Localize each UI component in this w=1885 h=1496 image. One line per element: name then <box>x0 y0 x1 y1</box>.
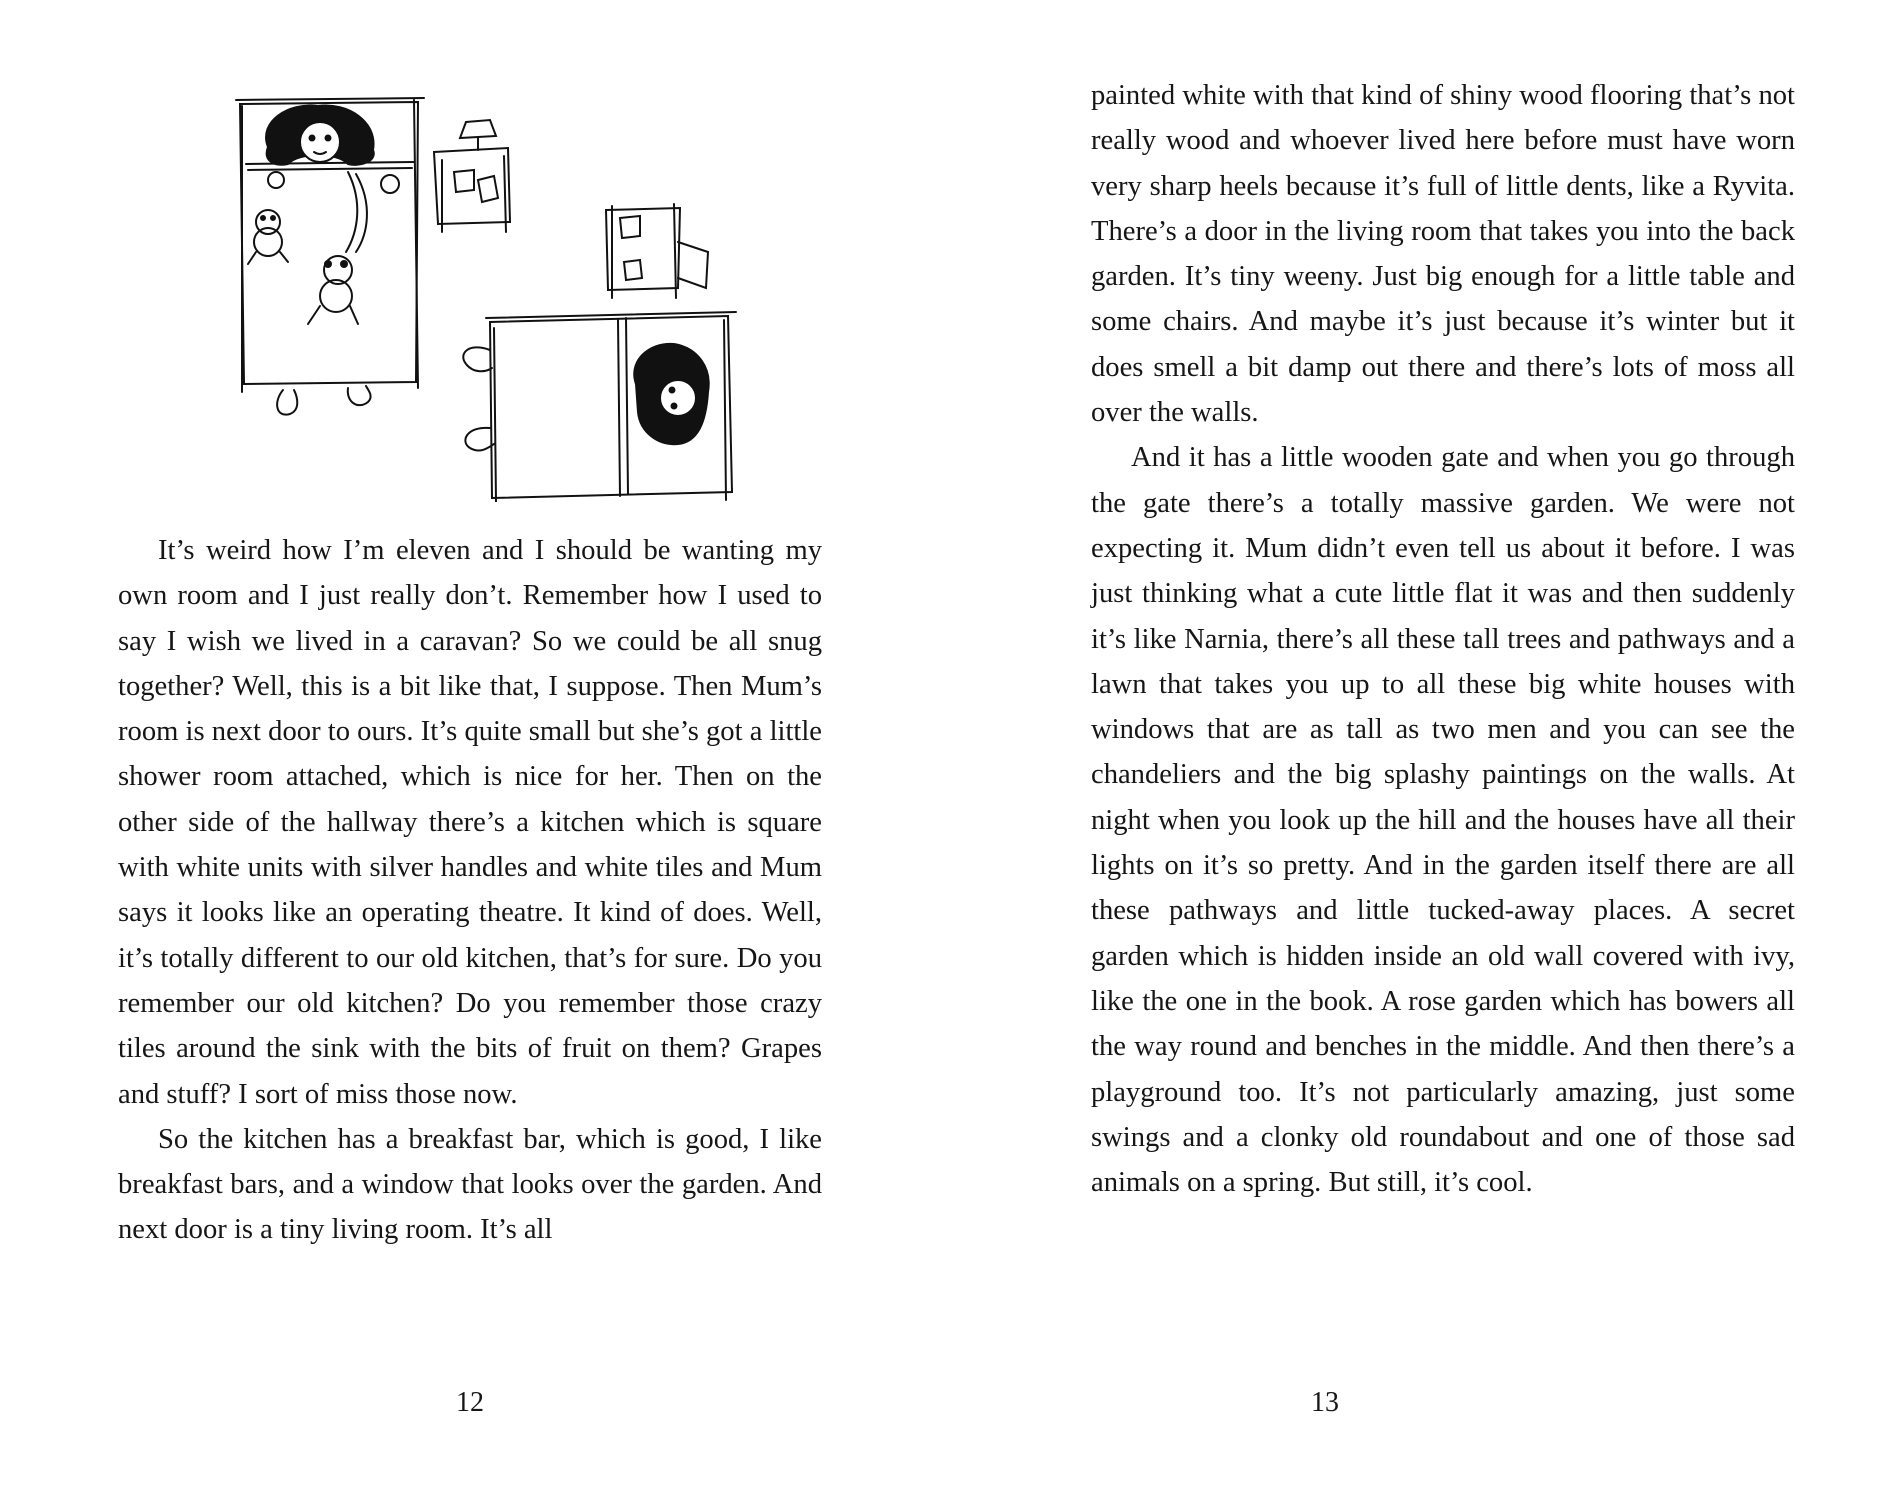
right-bed-drawing <box>463 312 736 502</box>
paragraph: And it has a little wooden gate and when you go through the gate there’s a totally massive garden. We were not expecting it. Mum didn’t even tell us about it before. I was just thinking what a cute little flat it was and then suddenly it’s like Narnia, there’s all these tall trees and pathways and a lawn that takes you up to all these big white houses with windows that are as tall as two men and you can see the chandeliers and the big splashy paintings on the walls. At night when you look up the hill and the houses have all their lights on it’s so pretty. And in the garden itself there are all these pathways and little tucked-away places. A secret garden which is hidden inside an old wall covered with ivy, like the one in the book. A rose garden which has bowers all the way round and benches in the middle. And then there’s a playground too. It’s not particularly amazing, just some swings and a clonky old roundabout and one of those sad animals on a spring. But still, it’s cool. <box>1091 442 1795 1199</box>
left-page <box>0 0 942 1496</box>
bedroom-sketch-illustration <box>228 92 768 502</box>
right-page <box>943 0 1885 1496</box>
paragraph: painted white with that kind of shiny wood flooring that’s not really wood and whoever lived here before must have worn very sharp heels because it’s full of little dents, like a Ryvita. There’s a door in the living room that takes you into the back garden. It’s tiny weeny. Just big enough for a little table and some chairs. And maybe it’s just because it’s winter but it does smell a bit damp out there and there’s lots of moss all over the walls. <box>1091 80 1795 429</box>
page-number: 13 <box>1311 1387 1339 1418</box>
left-page-text <box>118 528 822 1253</box>
page-number: 12 <box>456 1387 484 1418</box>
paragraph: It’s weird how I’m eleven and I should be wanting my own room and I just really don’t. Remember how I used to say I wish we lived in a caravan? So we could be all snug together? Well, this is a bit like that, I suppose. Then Mum’s room is next door to ours. It’s quite small but she’s got a little shower room attached, which is nice for her. Then on the other side of the hallway there’s a kitchen which is square with white units with silver handles and white tiles and Mum says it looks like an operating theatre. It kind of does. Well, it’s totally different to our old kitchen, that’s for sure. Do you remember our old kitchen? Do you remember those crazy tiles around the sink with the bits of fruit on them? Grapes and stuff? I sort of miss those now. <box>118 535 822 1110</box>
paragraph: So the kitchen has a breakfast bar, which is good, I like breakfast bars, and a window that looks over the garden. And next door is a tiny living room. It’s all <box>118 1123 822 1246</box>
left-bed-drawing <box>236 98 424 415</box>
right-page-text <box>1091 73 1795 1205</box>
desk-drawing <box>606 204 708 298</box>
nightstand-drawing <box>434 120 510 232</box>
